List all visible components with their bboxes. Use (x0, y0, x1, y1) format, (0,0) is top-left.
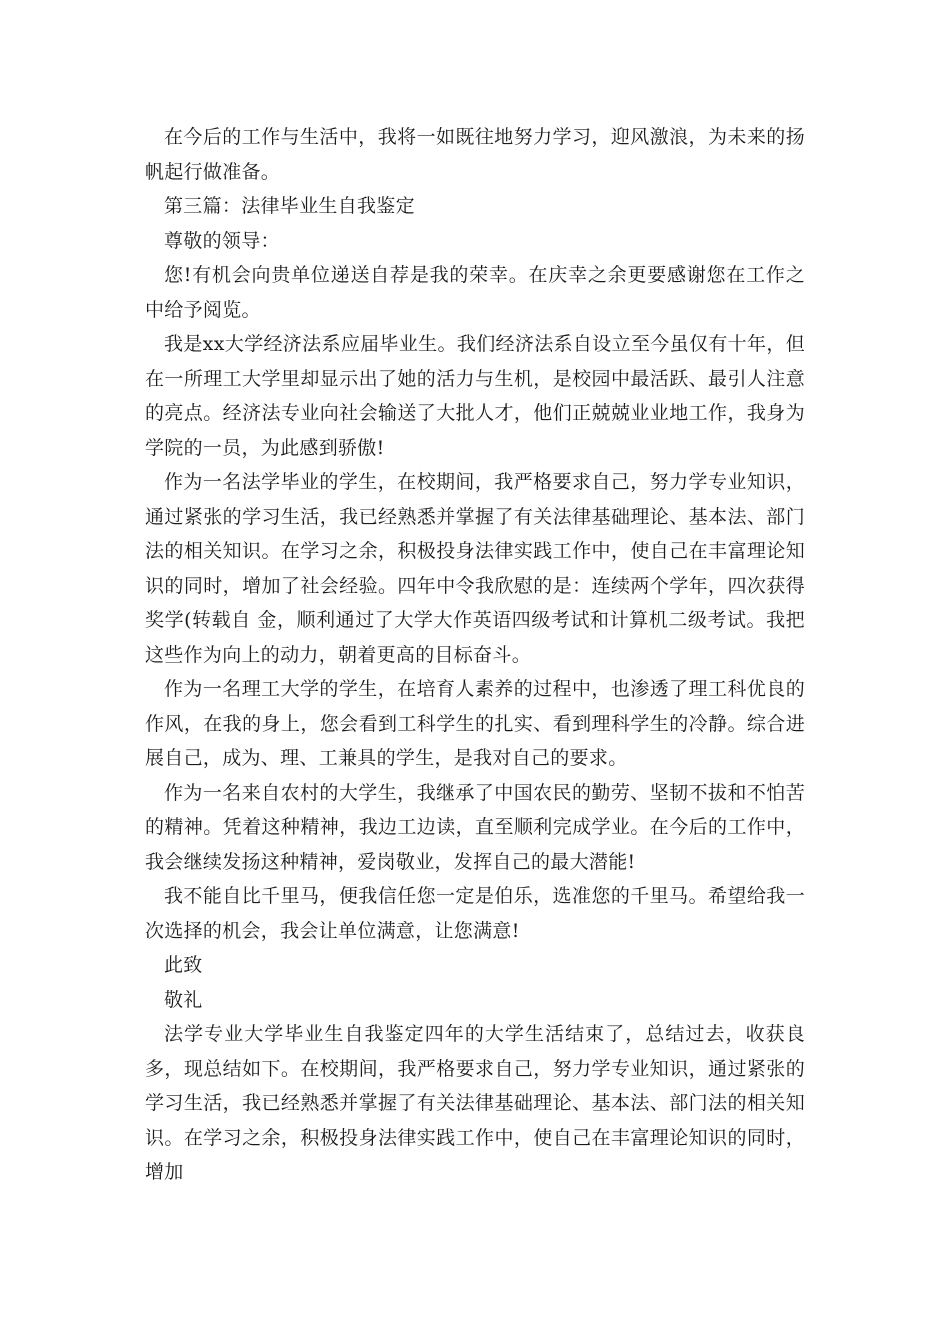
document-body (145, 120, 805, 1190)
salutation: 尊敬的领导： (164, 229, 280, 252)
paragraph-greeting: 您!有机会向贵单位递送自荐是我的荣幸。在庆幸之余更要感谢您在工作之中给予阅览。 (145, 264, 805, 321)
paragraph-introduction: 我是xx大学经济法系应届毕业生。我们经济法系自设立至今虽仅有十年，但在一所理工大学里却显示出了她的活力与生机，是校园中最活跃、最引人注意的亮点。经济法专业向社会输送了大批人才，他们正兢兢业业地工作，我身为学院的一员，为此感到骄傲! (145, 333, 805, 459)
paragraph-study: 作为一名法学毕业的学生，在校期间，我严格要求自己，努力学专业知识，通过紧张的学习生活，我已经熟悉并掌握了有关法律基础理论、基本法、部门法的相关知识。在学习之余，积极投身法律实践工作中，使自己在丰富理论知识的同时，增加了社会经验。四年中令我欣慰的是：连续两个学年，四次获得奖学(转载自 金，顺利通过了大学大作英语四级考试和计算机二级考试。我把这些作为向上的动力，朝着更高的目标奋斗。 (145, 471, 805, 666)
section-heading: 第三篇：法律毕业生自我鉴定 (164, 195, 415, 217)
paragraph-request: 我不能自比千里马，便我信任您一定是伯乐，选准您的千里马。希望给我一次选择的机会，我会让单位满意，让您满意! (145, 885, 805, 942)
paragraph-summary: 法学专业大学毕业生自我鉴定四年的大学生活结束了，总结过去，收获良多，现总结如下。在校期间，我严格要求自己，努力学专业知识，通过紧张的学习生活，我已经熟悉并掌握了有关法律基础理论、基本法、部门法的相关知识。在学习之余，积极投身法律实践工作中，使自己在丰富理论知识的同时，增加 (145, 1023, 805, 1183)
closing-cizhi: 此致 (164, 954, 203, 976)
paragraph-spirit: 作为一名来自农村的大学生，我继承了中国农民的勤劳、坚韧不拔和不怕苦的精神。凭着这种精神，我边工边读，直至顺利完成学业。在今后的工作中，我会继续发扬这种精神，爱岗敬业，发挥自己的最大潜能! (145, 781, 805, 873)
closing-jingli: 敬礼 (164, 988, 203, 1011)
paragraph-style: 作为一名理工大学的学生，在培育人素养的过程中，也渗透了理工科优良的作风，在我的身上，您会看到工科学生的扎实、看到理科学生的冷静。综合进展自己，成为、理、工兼具的学生，是我对自己的要求。 (145, 678, 805, 769)
paragraph-closing-statement: 在今后的工作与生活中，我将一如既往地努力学习，迎风激浪，为未来的扬帆起行做准备。 (145, 126, 805, 183)
